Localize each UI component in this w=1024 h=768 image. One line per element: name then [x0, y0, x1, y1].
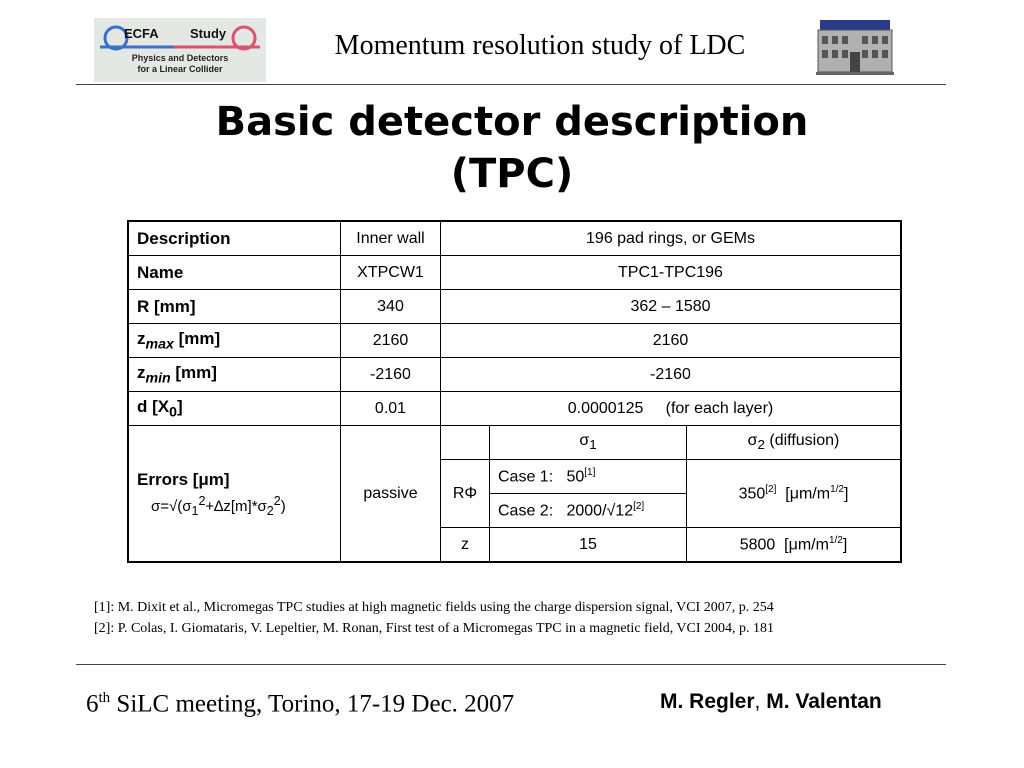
case2-ref: [2]: [633, 500, 645, 512]
footer-divider: [76, 664, 946, 665]
label-zmax: [128, 324, 341, 358]
table-row-errors-header: [128, 426, 901, 460]
label-errors: [128, 426, 341, 563]
table-row-name: [128, 256, 901, 290]
table-row-zmax: [128, 324, 901, 358]
slide-title: [80, 96, 944, 200]
label-d-close: ]: [176, 396, 183, 416]
rphi-sigma2-value: 350: [738, 485, 766, 503]
sigma1-main: σ: [579, 432, 590, 450]
sigma2-sub: 2: [757, 437, 765, 453]
formula-a: σ=√(σ: [151, 497, 192, 515]
label-d: [128, 392, 341, 426]
rphi-case1: [490, 460, 687, 494]
rphi-case2: [490, 494, 687, 528]
errors-formula: [137, 494, 332, 518]
inner-wall-name: XTPCW1: [341, 256, 441, 290]
pads-r: 362 – 1580: [441, 290, 902, 324]
table-row-d: [128, 392, 901, 426]
inner-wall-d: 0.01: [341, 392, 441, 426]
rphi-sigma2: [687, 460, 902, 528]
case1-ref: [1]: [584, 466, 596, 478]
ecfa-logo: [94, 18, 266, 82]
errors-corner: [441, 426, 490, 460]
tpc-detector-table: [127, 220, 902, 563]
case1-text: Case 1: 50: [498, 468, 585, 486]
sigma1-sub: 1: [589, 437, 597, 453]
label-zmin-main: z: [137, 362, 146, 382]
slide-title-line-2: (TPC): [450, 151, 574, 197]
pads-zmax: 2160: [441, 324, 902, 358]
z-sigma2-value: 5800 [μm/m: [739, 536, 829, 554]
reference-1: [1]: M. Dixit et al., Micromegas TPC studies at high magnetic fields using the charge dispersion signal, VCI 2007, p. 254: [94, 600, 774, 615]
label-zmin-unit: [mm]: [170, 362, 217, 382]
logo-title: ECFA: [124, 26, 159, 41]
sigma2-note: (diffusion): [764, 432, 840, 450]
formula-d: 2: [273, 493, 281, 508]
inner-wall-r: 340: [341, 290, 441, 324]
rphi-sigma2-ref: [2]: [765, 483, 777, 495]
author-1: M. Regler: [660, 690, 755, 713]
reference-2: [2]: P. Colas, I. Giomataris, V. Lepeltier, M. Ronan, First test of a Micromegas TPC in a magnetic field, VCI 2004, p. 181: [94, 621, 775, 636]
footer-meeting: [86, 690, 514, 718]
case2-text: Case 2: 2000/√12: [498, 502, 634, 520]
pads-d: 0.0000125 (for each layer): [441, 392, 902, 426]
label-description: Description: [128, 221, 341, 256]
references: [94, 597, 774, 639]
meeting-number: 6: [86, 690, 99, 718]
pads-name: TPC1-TPC196: [441, 256, 902, 290]
author-separator: ,: [754, 690, 767, 713]
table-row-description: [128, 221, 901, 256]
sigma2-main: σ: [747, 432, 758, 450]
z-label: z: [441, 528, 490, 563]
header-sigma1: [490, 426, 687, 460]
rphi-sigma2-exp: 1/2: [830, 483, 844, 495]
meeting-ordinal: th: [98, 690, 111, 706]
footer-authors: [660, 690, 882, 714]
logo-subtitle-1: Physics and Detectors: [131, 53, 229, 63]
logo-study: Study: [190, 26, 227, 41]
slide-title-line-1: Basic detector description: [215, 99, 809, 145]
inner-wall-description: Inner wall: [341, 221, 441, 256]
rphi-label: RΦ: [441, 460, 490, 528]
label-zmin: [128, 358, 341, 392]
label-zmax-main: z: [137, 328, 146, 348]
z-sigma1: 15: [490, 528, 687, 563]
z-sigma2-close: ]: [842, 536, 848, 554]
author-2: M. Valentan: [766, 690, 882, 713]
header-divider: [76, 84, 946, 85]
errors-title: Errors [μm]: [137, 469, 230, 489]
header-sigma2: [687, 426, 902, 460]
label-r: R [mm]: [128, 290, 341, 324]
inner-wall-errors: passive: [341, 426, 441, 563]
inner-wall-zmin: -2160: [341, 358, 441, 392]
rphi-sigma2-unit: [μm/m: [776, 485, 831, 503]
meeting-text: SiLC meeting, Torino, 17-19 Dec. 2007: [110, 690, 515, 718]
formula-s1: 1: [191, 503, 199, 518]
formula-e: ): [280, 497, 286, 515]
formula-s2: 2: [266, 503, 274, 518]
rphi-sigma2-close: ]: [843, 485, 849, 503]
label-name: Name: [128, 256, 341, 290]
table-row-zmin: [128, 358, 901, 392]
table-row-r: [128, 290, 901, 324]
pads-zmin: -2160: [441, 358, 902, 392]
label-zmax-unit: [mm]: [173, 328, 221, 348]
label-d-main: d [X: [137, 396, 170, 416]
label-zmax-sub: max: [145, 336, 174, 353]
formula-b: 2: [198, 493, 206, 508]
z-sigma2-exp: 1/2: [828, 534, 843, 546]
logo-subtitle-2: for a Linear Collider: [137, 64, 223, 74]
inner-wall-zmax: 2160: [341, 324, 441, 358]
building-logo-icon: [812, 16, 898, 76]
pads-description: 196 pad rings, or GEMs: [441, 221, 902, 256]
z-sigma2: [687, 528, 902, 563]
header-title: Momentum resolution study of LDC: [334, 30, 746, 61]
label-d-sub: 0: [169, 404, 177, 421]
label-zmin-sub: min: [145, 370, 171, 387]
formula-c: +∆z[m]*σ: [205, 497, 267, 515]
